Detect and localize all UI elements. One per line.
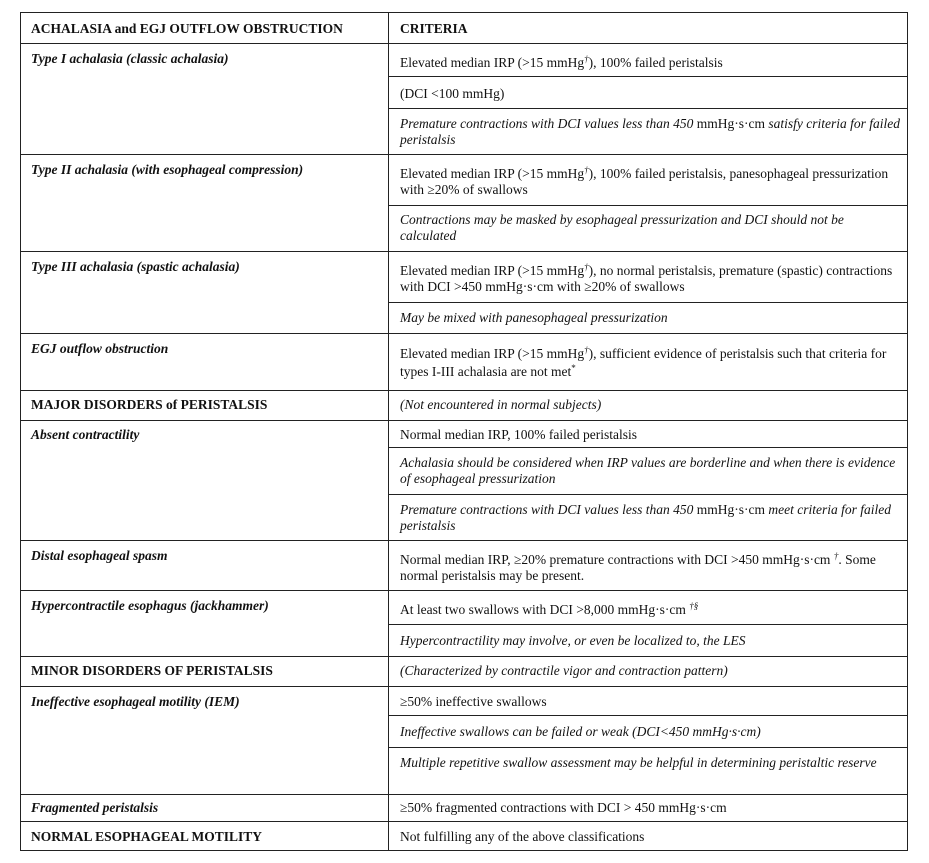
type2-criteria-1 bbox=[400, 166, 900, 198]
row-divider bbox=[21, 154, 907, 155]
column-divider bbox=[388, 13, 389, 850]
row-divider bbox=[21, 686, 907, 687]
cell-divider bbox=[388, 302, 907, 303]
criteria-text: ), 100% failed peristalsis bbox=[588, 55, 723, 70]
row-divider bbox=[21, 540, 907, 541]
row-divider bbox=[21, 656, 907, 657]
egj-label: EGJ outflow obstruction bbox=[31, 341, 169, 356]
footnote-mark: † bbox=[584, 345, 589, 355]
type1-criteria-1 bbox=[400, 55, 900, 71]
footnote-mark: † bbox=[584, 54, 589, 64]
header-left: ACHALASIA and EGJ OUTFLOW OBSTRUCTION bbox=[31, 21, 343, 36]
header-right: CRITERIA bbox=[400, 21, 468, 36]
des-label: Distal esophageal spasm bbox=[31, 548, 168, 563]
iem-criteria-2: Ineffective swallows can be failed or weak (DCI<450 mmHg·s·cm) bbox=[400, 724, 761, 739]
type3-criteria-2: May be mixed with panesophageal pressurization bbox=[400, 310, 668, 325]
row-divider bbox=[21, 794, 907, 795]
footnote-mark: † bbox=[584, 262, 589, 272]
criteria-text: Elevated median IRP (>15 mmHg bbox=[400, 166, 585, 181]
row-divider bbox=[21, 821, 907, 822]
major-criteria-1: (Not encountered in normal subjects) bbox=[400, 397, 602, 412]
row-divider bbox=[21, 420, 907, 421]
criteria-text: mmHg·s·cm bbox=[696, 116, 765, 131]
cell-divider bbox=[388, 715, 907, 716]
criteria-text: mmHg·s·cm bbox=[696, 502, 765, 517]
hyper-criteria-2: Hypercontractility may involve, or even be localized to, the LES bbox=[400, 633, 746, 648]
cell-divider bbox=[388, 447, 907, 448]
frag-criteria-1: ≥50% fragmented contractions with DCI > 450 mmHg·s·cm bbox=[400, 800, 727, 815]
hyper-criteria-1 bbox=[400, 602, 900, 618]
egj-criteria-1 bbox=[400, 345, 900, 381]
iem-label: Ineffective esophageal motility (IEM) bbox=[31, 694, 240, 709]
cell-divider bbox=[388, 494, 907, 495]
criteria-text: Elevated median IRP (>15 mmHg bbox=[400, 263, 585, 278]
criteria-text: meet criteria for failed peristalsis bbox=[400, 502, 891, 533]
des-criteria-1 bbox=[400, 552, 900, 584]
absent-criteria-1: Normal median IRP, 100% failed peristalsis bbox=[400, 427, 637, 442]
minor-label: MINOR DISORDERS OF PERISTALSIS bbox=[31, 663, 273, 678]
row-divider bbox=[21, 43, 907, 44]
criteria-text: At least two swallows with DCI >8,000 mmHg·s·cm bbox=[400, 602, 690, 617]
cell-divider bbox=[388, 205, 907, 206]
criteria-text: Elevated median IRP (>15 mmHg bbox=[400, 55, 585, 70]
criteria-text: Elevated median IRP (>15 mmHg bbox=[400, 346, 585, 361]
iem-criteria-1: ≥50% ineffective swallows bbox=[400, 694, 547, 709]
criteria-text: . Some normal peristalsis may be present. bbox=[400, 552, 876, 583]
absent-criteria-2: Achalasia should be considered when IRP values are borderline and when there is evidence of esophageal pressurization bbox=[400, 455, 896, 486]
footnote-mark: † bbox=[584, 165, 589, 175]
criteria-text: ), no normal peristalsis, premature (spastic) contractions with DCI >450 mmHg·s·cm with ≥20% of swallows bbox=[400, 263, 893, 294]
type3-label: Type III achalasia (spastic achalasia) bbox=[31, 259, 240, 274]
criteria-text: ), sufficient evidence of peristalsis such that criteria for types I-III achalasia are not met bbox=[400, 346, 887, 379]
minor-criteria-1: (Characterized by contractile vigor and contraction pattern) bbox=[400, 663, 728, 678]
footnote-mark: †§ bbox=[689, 601, 699, 611]
iem-criteria-3: Multiple repetitive swallow assessment may be helpful in determining peristaltic reserve bbox=[400, 755, 877, 770]
criteria-text: Normal median IRP, ≥20% premature contractions with DCI >450 mmHg·s·cm bbox=[400, 552, 834, 567]
cell-divider bbox=[388, 624, 907, 625]
criteria-text: Premature contractions with DCI values less than 450 bbox=[400, 116, 697, 131]
criteria-text: satisfy criteria for failed peristalsis bbox=[400, 116, 900, 147]
normal-criteria-1: Not fulfilling any of the above classifications bbox=[400, 829, 645, 844]
hyper-label: Hypercontractile esophagus (jackhammer) bbox=[31, 598, 269, 613]
normal-label: NORMAL ESOPHAGEAL MOTILITY bbox=[31, 829, 263, 844]
row-divider bbox=[21, 333, 907, 334]
absent-criteria-3 bbox=[400, 502, 900, 534]
footnote-mark: * bbox=[571, 363, 576, 373]
classification-table bbox=[20, 12, 908, 851]
cell-divider bbox=[388, 747, 907, 748]
frag-label: Fragmented peristalsis bbox=[31, 800, 159, 815]
type2-criteria-2: Contractions may be masked by esophageal pressurization and DCI should not be calculated bbox=[400, 212, 844, 243]
type1-label: Type I achalasia (classic achalasia) bbox=[31, 51, 229, 66]
major-label: MAJOR DISORDERS of PERISTALSIS bbox=[31, 397, 268, 412]
criteria-text: Premature contractions with DCI values less than 450 bbox=[400, 502, 697, 517]
criteria-text: ), 100% failed peristalsis, panesophageal pressurization with ≥20% of swallows bbox=[400, 166, 889, 197]
type1-criteria-2: (DCI <100 mmHg) bbox=[400, 86, 505, 101]
absent-label: Absent contractility bbox=[31, 427, 140, 442]
row-divider bbox=[21, 251, 907, 252]
row-divider bbox=[21, 390, 907, 391]
cell-divider bbox=[388, 76, 907, 77]
row-divider bbox=[21, 590, 907, 591]
type2-label: Type II achalasia (with esophageal compression) bbox=[31, 162, 304, 177]
type3-criteria-1 bbox=[400, 263, 900, 295]
type1-criteria-3 bbox=[400, 116, 900, 148]
footnote-mark: † bbox=[833, 551, 839, 561]
cell-divider bbox=[388, 108, 907, 109]
